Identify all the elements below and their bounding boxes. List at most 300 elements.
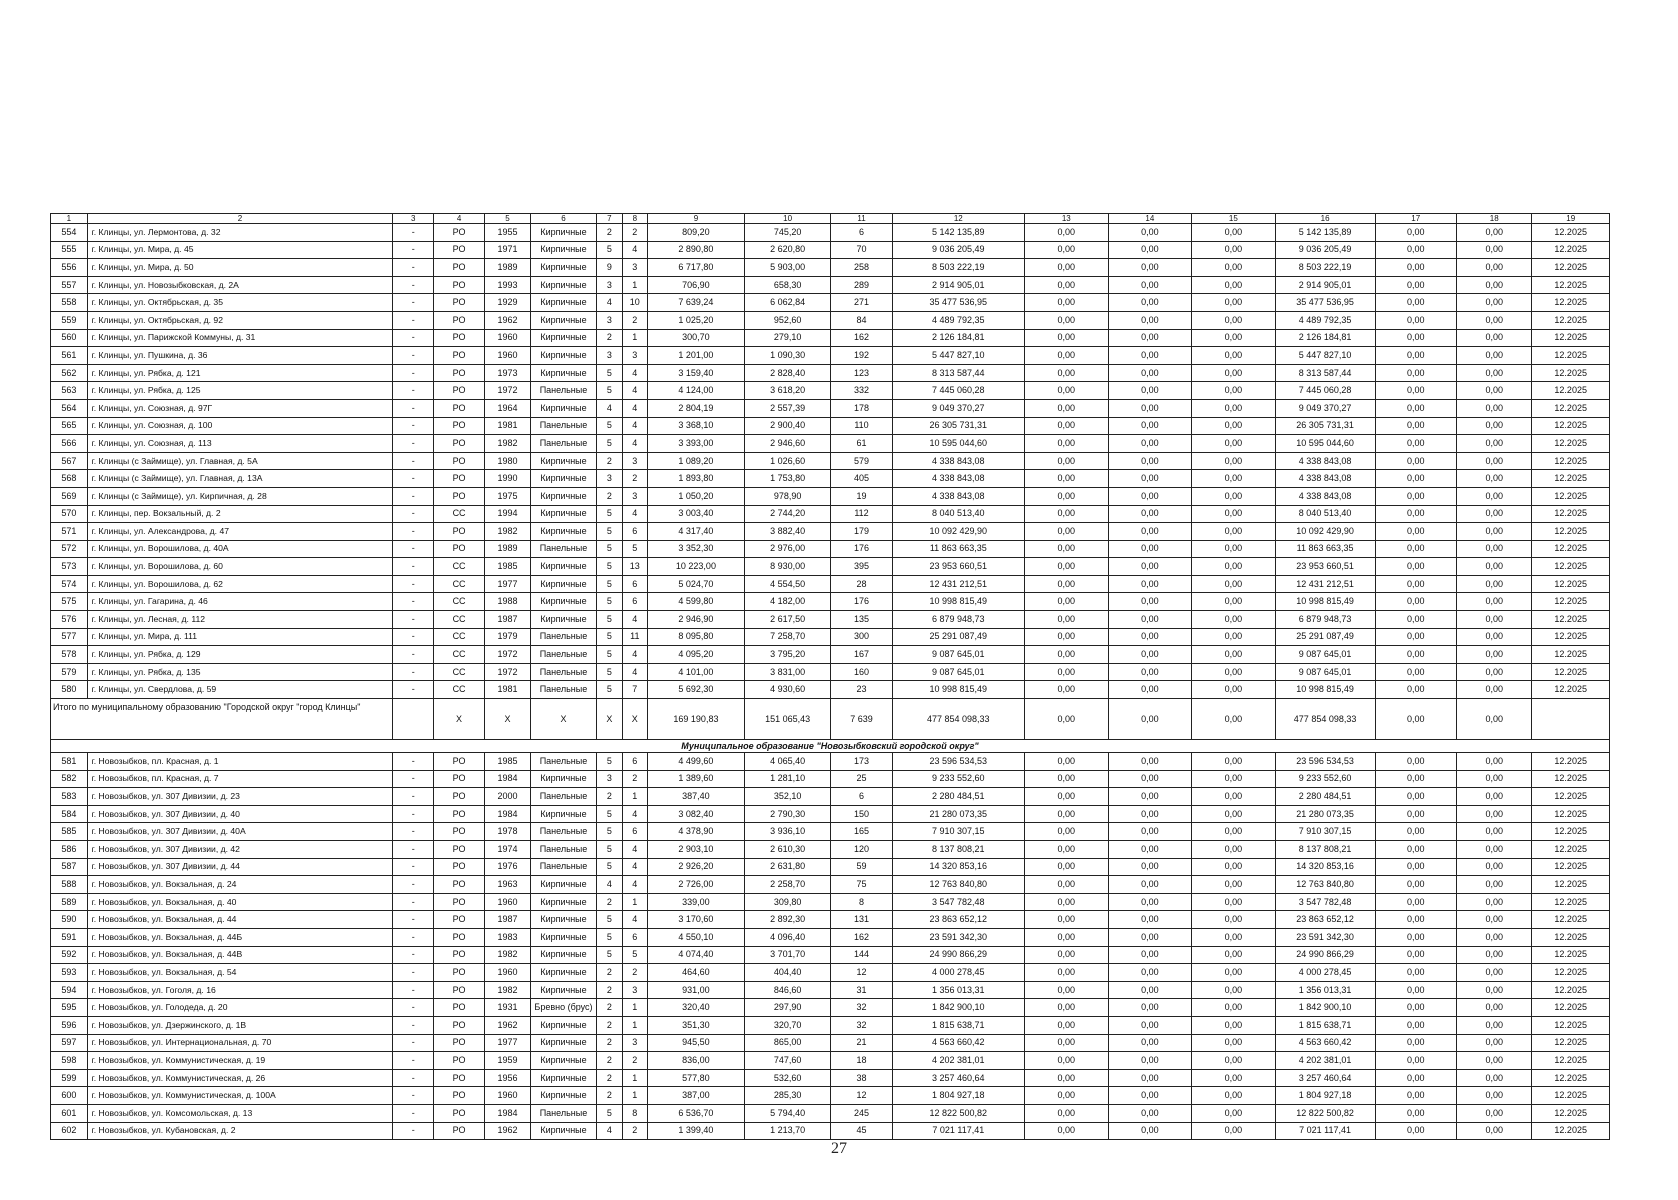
table-cell: РО: [434, 276, 485, 294]
table-cell: 1990: [485, 470, 531, 488]
table-cell: 0,00: [1108, 1069, 1192, 1087]
table-cell: 12.2025: [1532, 364, 1610, 382]
table-cell: РО: [434, 540, 485, 558]
table-cell: 0,00: [1108, 224, 1192, 242]
table-cell: 0,00: [1108, 505, 1192, 523]
table-cell: -: [393, 611, 434, 629]
table-cell: 0,00: [1108, 417, 1192, 435]
table-cell: 4: [622, 505, 647, 523]
table-cell: Кирпичные: [530, 805, 596, 823]
table-cell: 2 914 905,01: [1275, 276, 1375, 294]
table-cell: 0,00: [1192, 999, 1276, 1017]
table-cell: 747,60: [744, 1052, 831, 1070]
table-cell: 0,00: [1457, 858, 1532, 876]
table-cell: 0,00: [1025, 1052, 1109, 1070]
table-cell: 31: [831, 981, 892, 999]
address-cell: г. Клинцы, ул. Рябка, д. 125: [87, 382, 393, 400]
table-cell: 2 610,30: [744, 841, 831, 859]
table-cell: Кирпичные: [530, 946, 596, 964]
table-cell: 0,00: [1025, 646, 1109, 664]
column-number: 15: [1192, 214, 1276, 224]
table-cell: 5 447 827,10: [892, 347, 1024, 365]
table-cell: 12.2025: [1532, 928, 1610, 946]
table-cell: 0,00: [1108, 964, 1192, 982]
address-cell: г. Клинцы, ул. Лермонтова, д. 32: [87, 224, 393, 242]
table-cell: 12.2025: [1532, 1034, 1610, 1052]
table-cell: 579: [51, 663, 88, 681]
table-cell: 1972: [485, 382, 531, 400]
table-cell: 0,00: [1192, 681, 1276, 699]
table-cell: 12.2025: [1532, 558, 1610, 576]
table-cell: 0,00: [1457, 276, 1532, 294]
table-cell: 0,00: [1025, 964, 1109, 982]
table-cell: 3: [597, 311, 622, 329]
table-cell: Панельные: [530, 1104, 596, 1122]
table-cell: Кирпичные: [530, 364, 596, 382]
table-cell: -: [393, 911, 434, 929]
address-cell: г. Клинцы, ул. Ворошилова, д. 62: [87, 575, 393, 593]
table-cell: 13: [622, 558, 647, 576]
table-cell: 1 356 013,31: [892, 981, 1024, 999]
table-cell: 8 313 587,44: [1275, 364, 1375, 382]
table-cell: 12.2025: [1532, 452, 1610, 470]
table-cell: 2 914 905,01: [892, 276, 1024, 294]
table-cell: -: [393, 487, 434, 505]
table-cell: 0,00: [1192, 858, 1276, 876]
table-cell: 12.2025: [1532, 911, 1610, 929]
table-cell: 5: [597, 505, 622, 523]
address-cell: г. Клинцы, ул. Октябрьская, д. 92: [87, 311, 393, 329]
table-cell: 6: [831, 788, 892, 806]
table-cell: 10 223,00: [648, 558, 745, 576]
table-cell: -: [393, 1087, 434, 1105]
table-cell: 1 815 638,71: [892, 1016, 1024, 1034]
table-cell: 0,00: [1108, 681, 1192, 699]
table-row: [51, 893, 1610, 911]
table-cell: -: [393, 805, 434, 823]
table-cell: 1 025,20: [648, 311, 745, 329]
table-cell: 1955: [485, 224, 531, 242]
table-cell: 12 431 212,51: [892, 575, 1024, 593]
table-cell: 12.2025: [1532, 575, 1610, 593]
table-cell: Кирпичные: [530, 241, 596, 259]
table-cell: 1973: [485, 364, 531, 382]
table-cell: 0,00: [1192, 628, 1276, 646]
table-cell: 0,00: [1108, 823, 1192, 841]
table-cell: 0,00: [1457, 770, 1532, 788]
table-cell: РО: [434, 399, 485, 417]
table-cell: 12.2025: [1532, 259, 1610, 277]
table-cell: -: [393, 452, 434, 470]
table-cell: -: [393, 770, 434, 788]
column-number: 7: [597, 214, 622, 224]
table-cell: 0,00: [1457, 259, 1532, 277]
table-cell: 6 062,84: [744, 294, 831, 312]
table-cell: 3: [597, 347, 622, 365]
table-cell: 0,00: [1192, 823, 1276, 841]
table-cell: 560: [51, 329, 88, 347]
table-cell: 0,00: [1192, 1034, 1276, 1052]
table-cell: РО: [434, 788, 485, 806]
table-cell: 0,00: [1375, 805, 1457, 823]
table-cell: -: [393, 1122, 434, 1140]
table-cell: 0,00: [1375, 876, 1457, 894]
table-cell: -: [393, 946, 434, 964]
table-cell: 0,00: [1457, 946, 1532, 964]
table-cell: 0,00: [1192, 593, 1276, 611]
total-cell: [393, 699, 434, 740]
section-heading-row: [51, 740, 1610, 753]
table-cell: 0,00: [1375, 382, 1457, 400]
table-cell: 35 477 536,95: [892, 294, 1024, 312]
table-cell: 0,00: [1108, 1016, 1192, 1034]
table-cell: 405: [831, 470, 892, 488]
table-cell: 2: [622, 770, 647, 788]
address-cell: г. Клинцы, ул. Мира, д. 50: [87, 259, 393, 277]
table-cell: 1983: [485, 928, 531, 946]
table-cell: 0,00: [1457, 823, 1532, 841]
table-cell: РО: [434, 964, 485, 982]
table-cell: 0,00: [1108, 1034, 1192, 1052]
table-cell: -: [393, 663, 434, 681]
table-cell: 2: [597, 1069, 622, 1087]
table-cell: 4 489 792,35: [892, 311, 1024, 329]
table-cell: 0,00: [1108, 893, 1192, 911]
table-cell: 1: [622, 1016, 647, 1034]
table-cell: 5: [597, 611, 622, 629]
table-cell: 23: [831, 681, 892, 699]
table-cell: 0,00: [1108, 435, 1192, 453]
total-cell: 7 639: [831, 699, 892, 740]
table-cell: 600: [51, 1087, 88, 1105]
table-cell: 26 305 731,31: [1275, 417, 1375, 435]
table-cell: 1: [622, 1087, 647, 1105]
table-cell: РО: [434, 911, 485, 929]
table-cell: 0,00: [1192, 788, 1276, 806]
table-cell: 135: [831, 611, 892, 629]
table-cell: 6 536,70: [648, 1104, 745, 1122]
column-number: 17: [1375, 214, 1457, 224]
table-cell: 11 863 663,35: [1275, 540, 1375, 558]
table-row: [51, 417, 1610, 435]
address-cell: г. Новозыбков, ул. Вокзальная, д. 44В: [87, 946, 393, 964]
table-cell: 0,00: [1375, 575, 1457, 593]
table-row: [51, 329, 1610, 347]
table-cell: 0,00: [1375, 841, 1457, 859]
table-cell: 532,60: [744, 1069, 831, 1087]
table-cell: 0,00: [1108, 928, 1192, 946]
column-number: 5: [485, 214, 531, 224]
column-number-row: [51, 214, 1610, 224]
table-cell: 597: [51, 1034, 88, 1052]
table-cell: 5: [597, 575, 622, 593]
table-cell: Кирпичные: [530, 1034, 596, 1052]
table-cell: 2: [622, 311, 647, 329]
table-cell: 563: [51, 382, 88, 400]
table-cell: 0,00: [1025, 1104, 1109, 1122]
table-cell: 0,00: [1192, 981, 1276, 999]
table-cell: 0,00: [1192, 487, 1276, 505]
table-cell: 165: [831, 823, 892, 841]
table-cell: 585: [51, 823, 88, 841]
table-cell: 5 142 135,89: [892, 224, 1024, 242]
table-cell: 0,00: [1108, 1087, 1192, 1105]
table-cell: Кирпичные: [530, 311, 596, 329]
table-cell: 2 900,40: [744, 417, 831, 435]
table-cell: 12.2025: [1532, 1104, 1610, 1122]
table-cell: 1 281,10: [744, 770, 831, 788]
table-cell: 0,00: [1375, 1016, 1457, 1034]
table-cell: 395: [831, 558, 892, 576]
table-cell: 12.2025: [1532, 841, 1610, 859]
table-cell: 5 142 135,89: [1275, 224, 1375, 242]
table-cell: 5: [597, 841, 622, 859]
table-cell: 8 313 587,44: [892, 364, 1024, 382]
table-cell: 0,00: [1457, 841, 1532, 859]
table-cell: 25 291 087,49: [1275, 628, 1375, 646]
table-cell: 6 717,80: [648, 259, 745, 277]
table-cell: РО: [434, 241, 485, 259]
table-cell: 1988: [485, 593, 531, 611]
table-cell: -: [393, 347, 434, 365]
table-cell: 4: [622, 646, 647, 664]
table-cell: 0,00: [1192, 805, 1276, 823]
table-cell: 5: [597, 663, 622, 681]
table-cell: 4 338 843,08: [892, 487, 1024, 505]
table-cell: 0,00: [1457, 628, 1532, 646]
address-cell: г. Клинцы, ул. Лесная, д. 112: [87, 611, 393, 629]
address-cell: г. Новозыбков, пл. Красная, д. 1: [87, 753, 393, 771]
table-cell: 192: [831, 347, 892, 365]
table-cell: 4 202 381,01: [1275, 1052, 1375, 1070]
table-cell: 0,00: [1457, 1069, 1532, 1087]
table-cell: 4: [622, 611, 647, 629]
table-cell: 564: [51, 399, 88, 417]
table-cell: 1960: [485, 893, 531, 911]
table-cell: Кирпичные: [530, 259, 596, 277]
table-cell: 0,00: [1457, 753, 1532, 771]
table-cell: 577,80: [648, 1069, 745, 1087]
table-cell: 84: [831, 311, 892, 329]
table-cell: 0,00: [1192, 470, 1276, 488]
table-cell: 575: [51, 593, 88, 611]
table-cell: РО: [434, 224, 485, 242]
table-cell: Кирпичные: [530, 452, 596, 470]
address-cell: г. Клинцы, ул. Союзная, д. 100: [87, 417, 393, 435]
table-cell: 2: [597, 981, 622, 999]
table-cell: 9 036 205,49: [1275, 241, 1375, 259]
section-title: Муниципальное образование "Новозыбковский городской округ": [51, 740, 1610, 753]
table-cell: 4 930,60: [744, 681, 831, 699]
table-cell: 0,00: [1192, 1016, 1276, 1034]
table-cell: 4 554,50: [744, 575, 831, 593]
table-cell: 12.2025: [1532, 435, 1610, 453]
table-cell: 11 863 663,35: [892, 540, 1024, 558]
table-cell: 0,00: [1192, 241, 1276, 259]
table-cell: 14 320 853,16: [892, 858, 1024, 876]
table-cell: -: [393, 523, 434, 541]
table-cell: 2 280 484,51: [1275, 788, 1375, 806]
table-cell: 0,00: [1108, 753, 1192, 771]
table-cell: 0,00: [1025, 435, 1109, 453]
table-cell: 0,00: [1025, 663, 1109, 681]
table-cell: 173: [831, 753, 892, 771]
table-cell: Панельные: [530, 382, 596, 400]
table-cell: 2 946,60: [744, 435, 831, 453]
table-cell: 0,00: [1025, 911, 1109, 929]
address-cell: г. Новозыбков, ул. Голодеда, д. 20: [87, 999, 393, 1017]
table-cell: 3: [622, 487, 647, 505]
table-cell: 0,00: [1375, 646, 1457, 664]
table-cell: 1956: [485, 1069, 531, 1087]
table-cell: РО: [434, 329, 485, 347]
table-cell: Кирпичные: [530, 575, 596, 593]
table-cell: РО: [434, 981, 485, 999]
table-cell: 5: [622, 946, 647, 964]
table-cell: 4: [597, 399, 622, 417]
table-cell: 8: [831, 893, 892, 911]
table-cell: Бревно (брус): [530, 999, 596, 1017]
table-cell: 10 092 429,90: [892, 523, 1024, 541]
table-cell: 0,00: [1375, 1122, 1457, 1140]
table-cell: 554: [51, 224, 88, 242]
table-cell: 12 763 840,80: [892, 876, 1024, 894]
table-cell: СС: [434, 663, 485, 681]
table-cell: 572: [51, 540, 88, 558]
address-cell: г. Клинцы, ул. Свердлова, д. 59: [87, 681, 393, 699]
table-cell: 0,00: [1457, 540, 1532, 558]
table-cell: 0,00: [1375, 1104, 1457, 1122]
address-cell: г. Новозыбков, ул. Коммунистическая, д. 26: [87, 1069, 393, 1087]
table-cell: СС: [434, 611, 485, 629]
table-cell: 12.2025: [1532, 628, 1610, 646]
table-cell: 7: [622, 681, 647, 699]
table-cell: 3 159,40: [648, 364, 745, 382]
column-number: 10: [744, 214, 831, 224]
table-cell: 0,00: [1108, 241, 1192, 259]
table-cell: Панельные: [530, 788, 596, 806]
table-cell: 589: [51, 893, 88, 911]
table-row: [51, 294, 1610, 312]
table-cell: 10 595 044,60: [892, 435, 1024, 453]
table-cell: 578: [51, 646, 88, 664]
table-cell: 601: [51, 1104, 88, 1122]
table-cell: 2 890,80: [648, 241, 745, 259]
table-cell: -: [393, 753, 434, 771]
table-cell: 1982: [485, 523, 531, 541]
table-row: [51, 382, 1610, 400]
table-row: [51, 1052, 1610, 1070]
table-cell: 594: [51, 981, 88, 999]
table-cell: СС: [434, 505, 485, 523]
table-cell: 0,00: [1192, 1052, 1276, 1070]
table-cell: 3: [597, 276, 622, 294]
table-cell: 309,80: [744, 893, 831, 911]
table-cell: РО: [434, 1122, 485, 1140]
table-cell: РО: [434, 1069, 485, 1087]
table-row: [51, 1104, 1610, 1122]
table-cell: 5 794,40: [744, 1104, 831, 1122]
table-cell: 0,00: [1108, 470, 1192, 488]
total-cell: 0,00: [1457, 699, 1532, 740]
table-cell: 0,00: [1375, 788, 1457, 806]
table-cell: 570: [51, 505, 88, 523]
table-cell: 567: [51, 452, 88, 470]
table-cell: 144: [831, 946, 892, 964]
table-cell: 21 280 073,35: [1275, 805, 1375, 823]
address-cell: г. Клинцы, ул. Пушкина, д. 36: [87, 347, 393, 365]
table-cell: 1982: [485, 946, 531, 964]
address-cell: г. Клинцы, ул. Октябрьская, д. 35: [87, 294, 393, 312]
table-cell: 0,00: [1025, 893, 1109, 911]
table-cell: 0,00: [1108, 981, 1192, 999]
table-row: [51, 241, 1610, 259]
table-cell: Кирпичные: [530, 1069, 596, 1087]
table-cell: 4 563 660,42: [1275, 1034, 1375, 1052]
table-row: [51, 788, 1610, 806]
table-cell: 5: [597, 558, 622, 576]
table-cell: 10 998 815,49: [1275, 593, 1375, 611]
table-cell: 4: [597, 1122, 622, 1140]
table-cell: 5: [597, 382, 622, 400]
table-cell: 12.2025: [1532, 540, 1610, 558]
table-cell: -: [393, 681, 434, 699]
table-cell: 1: [622, 893, 647, 911]
table-cell: 12.2025: [1532, 399, 1610, 417]
table-cell: 0,00: [1192, 770, 1276, 788]
table-cell: 5: [622, 540, 647, 558]
column-number: 16: [1275, 214, 1375, 224]
table-cell: 0,00: [1025, 788, 1109, 806]
table-cell: 1980: [485, 452, 531, 470]
table-cell: 0,00: [1457, 241, 1532, 259]
table-cell: СС: [434, 558, 485, 576]
table-cell: 5: [597, 646, 622, 664]
table-cell: 584: [51, 805, 88, 823]
table-cell: 3: [622, 347, 647, 365]
table-cell: 2 617,50: [744, 611, 831, 629]
table-cell: 4 065,40: [744, 753, 831, 771]
table-cell: 4: [622, 417, 647, 435]
table-cell: -: [393, 1069, 434, 1087]
table-cell: 0,00: [1457, 1087, 1532, 1105]
table-cell: Панельные: [530, 646, 596, 664]
total-cell: X: [434, 699, 485, 740]
address-cell: г. Клинцы, ул. Новозыбковская, д. 2А: [87, 276, 393, 294]
table-cell: 1931: [485, 999, 531, 1017]
table-cell: 4 489 792,35: [1275, 311, 1375, 329]
table-row: [51, 1087, 1610, 1105]
table-cell: Кирпичные: [530, 470, 596, 488]
table-cell: 176: [831, 540, 892, 558]
table-cell: 7 021 117,41: [1275, 1122, 1375, 1140]
table-cell: 599: [51, 1069, 88, 1087]
document-page: [50, 213, 1610, 1140]
table-cell: -: [393, 928, 434, 946]
table-cell: 12.2025: [1532, 876, 1610, 894]
table-cell: 4: [622, 435, 647, 453]
table-cell: 3 831,00: [744, 663, 831, 681]
table-cell: 1977: [485, 1034, 531, 1052]
table-cell: 0,00: [1457, 1104, 1532, 1122]
table-cell: 1984: [485, 1104, 531, 1122]
table-cell: 4 599,80: [648, 593, 745, 611]
table-cell: 8: [622, 1104, 647, 1122]
table-row: [51, 224, 1610, 242]
table-cell: 2: [622, 1122, 647, 1140]
table-cell: 0,00: [1025, 823, 1109, 841]
table-cell: -: [393, 841, 434, 859]
